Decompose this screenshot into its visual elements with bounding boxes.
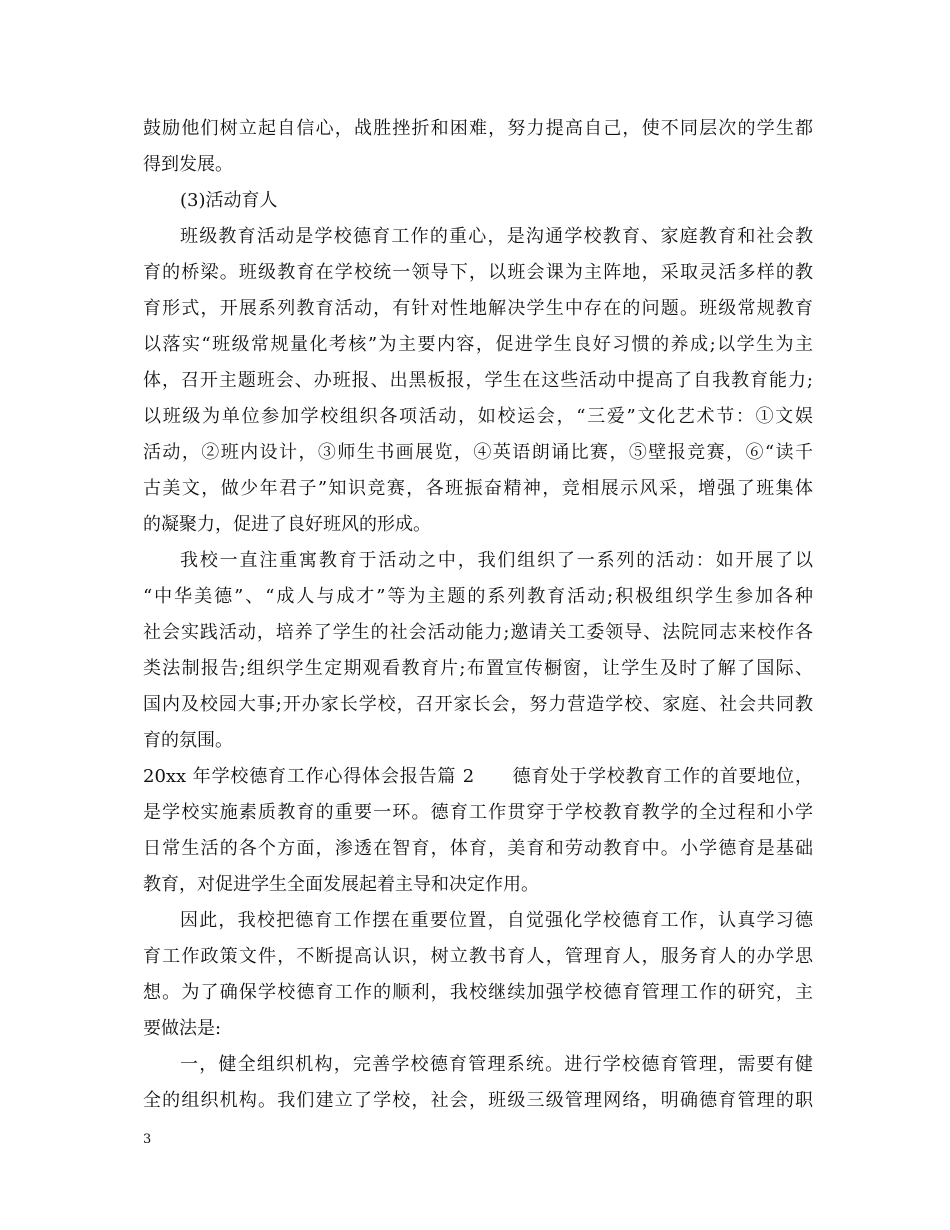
paragraph-line: 国内及校园大事;开办家长学校，召开家长会，努力营造学校、家庭、社会共同教 [143, 694, 813, 715]
paragraph-line: 全的组织机构。我们建立了学校，社会，班级三级管理网络，明确德育管理的职 [143, 1090, 813, 1111]
paragraph-line: 育的氛围。 [143, 730, 233, 751]
paragraph-line: 班级教育活动是学校德育工作的重心，是沟通学校教育、家庭教育和社会教 [180, 226, 813, 247]
report-title-line: 20xx 年学校德育工作心得体会报告篇 2 德育处于学校教育工作的首要地位， [143, 766, 813, 787]
paragraph-line: 育的桥梁。班级教育在学校统一领导下，以班会课为主阵地，采取灵活多样的教 [143, 262, 813, 283]
paragraph-line: 社会实践活动，培养了学生的社会活动能力;邀请关工委领导、法院同志来校作各 [143, 622, 813, 643]
paragraph-line: 体，召开主题班会、办班报、出黑板报，学生在这些活动中提高了自我教育能力; [143, 370, 813, 391]
paragraph-line: 类法制报告;组织学生定期观看教育片;布置宣传橱窗，让学生及时了解了国际、 [143, 658, 813, 679]
paragraph-line: “中华美德”、“成人与成才”等为主题的系列教育活动;积极组织学生参加各种 [143, 586, 813, 607]
paragraph-line: 日常生活的各个方面，渗透在智育，体育，美育和劳动教育中。小学德育是基础 [143, 838, 813, 859]
paragraph-line: 我校一直注重寓教育于活动之中，我们组织了一系列的活动：如开展了以 [180, 550, 813, 571]
section-heading: (3)活动育人 [180, 190, 278, 211]
paragraph-line: 因此，我校把德育工作摆在重要位置，自觉强化学校德育工作，认真学习德 [180, 910, 813, 931]
paragraph-line: 古美文，做少年君子”知识竞赛，各班振奋精神，竞相展示风采，增强了班集体 [143, 478, 813, 499]
paragraph-line: 得到发展。 [143, 154, 233, 175]
paragraph-line: 活动，②班内设计，③师生书画展览，④英语朗诵比赛，⑤壁报竞赛，⑥“读千 [143, 442, 813, 463]
paragraph-line: 育形式，开展系列教育活动，有针对性地解决学生中存在的问题。班级常规教育 [143, 298, 813, 319]
paragraph-line: 以班级为单位参加学校组织各项活动，如校运会，“三爱”文化艺术节：①文娱 [143, 406, 813, 427]
paragraph-line: 想。为了确保学校德育工作的顺利，我校继续加强学校德育管理工作的研究，主 [143, 982, 813, 1003]
page-number: 3 [143, 1132, 152, 1147]
paragraph-line: 育工作政策文件，不断提高认识，树立教书育人，管理育人，服务育人的办学思 [143, 946, 813, 967]
paragraph-line: 教育，对促进学生全面发展起着主导和决定作用。 [143, 874, 539, 895]
paragraph-line: 要做法是: [143, 1018, 222, 1039]
paragraph-line: 的凝聚力，促进了良好班风的形成。 [143, 514, 431, 535]
paragraph-line: 以落实“班级常规量化考核”为主要内容，促进学生良好习惯的养成;以学生为主 [143, 334, 813, 355]
paragraph-line: 是学校实施素质教育的重要一环。德育工作贯穿于学校教育教学的全过程和小学 [143, 802, 813, 823]
paragraph-line: 一，健全组织机构，完善学校德育管理系统。进行学校德育管理，需要有健 [180, 1054, 813, 1075]
paragraph-line: 鼓励他们树立起自信心，战胜挫折和困难，努力提高自己，使不同层次的学生都 [143, 118, 813, 139]
